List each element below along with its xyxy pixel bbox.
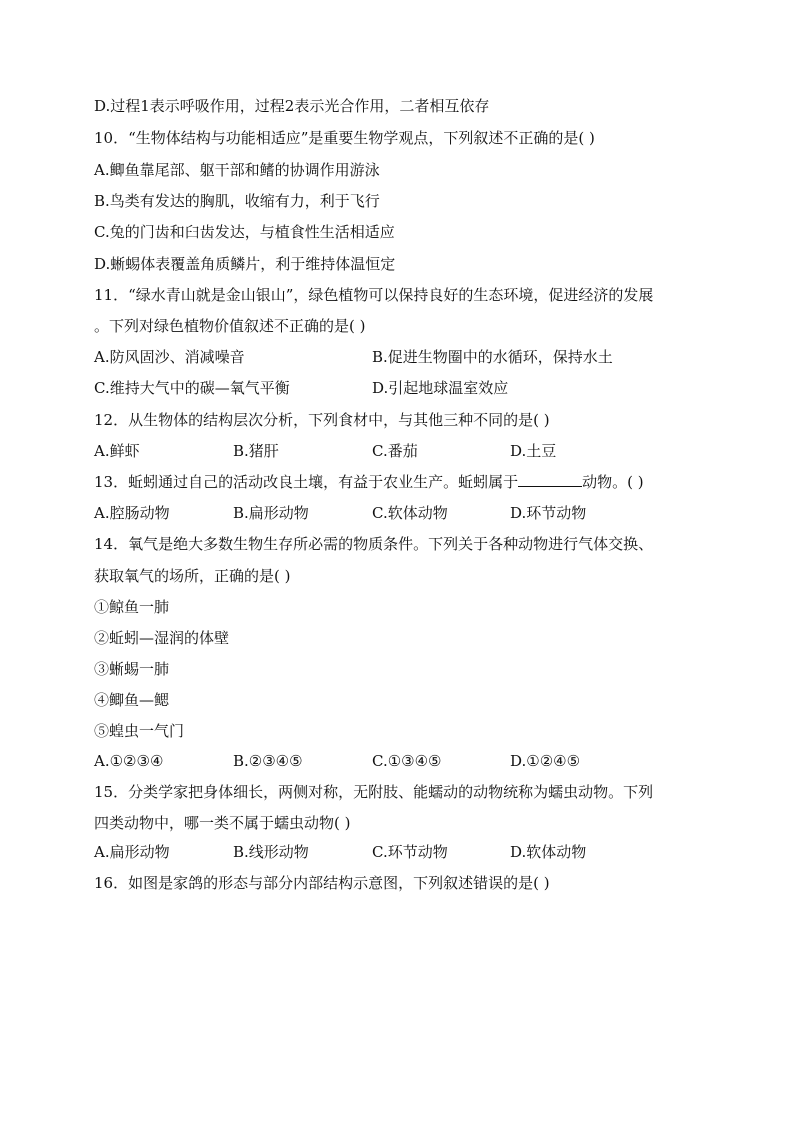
question-14-stem-cont: 获取氧气的场所，正确的是( ): [94, 567, 291, 585]
q12-option-a: A.鲜虾: [94, 442, 140, 460]
q12-option-c: C.番茄: [372, 442, 418, 460]
q11-option-a: A.防风固沙、消减噪音: [94, 348, 245, 366]
question-16-stem: 16．如图是家鸽的形态与部分内部结构示意图，下列叙述错误的是( ): [94, 874, 550, 892]
q9-option-d: D.过程1表示呼吸作用，过程2表示光合作用，二者相互依存: [94, 97, 490, 115]
q14-option-c: C.①③④⑤: [372, 752, 442, 770]
answer-blank: [518, 472, 582, 487]
q12-option-d: D.土豆: [510, 442, 557, 460]
q12-option-b: B.猪肝: [233, 442, 279, 460]
question-10-stem: 10．“生物体结构与功能相适应”是重要生物学观点，下列叙述不正确的是( ): [94, 129, 595, 147]
q15-option-a: A.扁形动物: [94, 843, 170, 861]
q14-option-b: B.②③④⑤: [233, 752, 303, 770]
question-13-stem: [94, 472, 644, 492]
q14-item-5: ⑤蝗虫一气门: [94, 722, 185, 740]
q15-option-b: B.线形动物: [233, 843, 309, 861]
q11-option-c: C.维持大气中的碳—氧气平衡: [94, 379, 290, 397]
question-14-stem: 14．氧气是绝大多数生物生存所必需的物质条件。下列关于各种动物进行气体交换、: [94, 535, 654, 553]
q11-option-b: B.促进生物圈中的水循环，保持水土: [372, 348, 613, 366]
q14-item-1: ①鲸鱼一肺: [94, 598, 170, 616]
q13-stem-after-blank: 动物。( ): [582, 473, 644, 491]
question-11-stem: 11．“绿水青山就是金山银山”，绿色植物可以保持良好的生态环境，促进经济的发展: [94, 286, 654, 304]
q10-option-c: C.兔的门齿和臼齿发达，与植食性生活相适应: [94, 223, 395, 241]
question-15-stem-cont: 四类动物中，哪一类不属于蠕虫动物( ): [94, 814, 351, 832]
q10-option-d: D.蜥蜴体表覆盖角质鳞片，利于维持体温恒定: [94, 255, 396, 273]
question-11-stem-cont: 。下列对绿色植物价值叙述不正确的是( ): [94, 317, 366, 335]
q14-item-3: ③蜥蜴一肺: [94, 660, 170, 678]
q15-option-c: C.环节动物: [372, 843, 448, 861]
q14-item-4: ④鲫鱼—鳃: [94, 691, 170, 709]
question-12-stem: 12．从生物体的结构层次分析，下列食材中，与其他三种不同的是( ): [94, 411, 550, 429]
question-15-stem: 15．分类学家把身体细长，两侧对称，无附肢、能蠕动的动物统称为蠕虫动物。下列: [94, 783, 654, 801]
q14-option-a: A.①②③④: [94, 752, 164, 770]
q13-option-c: C.软体动物: [372, 504, 448, 522]
q11-option-d: D.引起地球温室效应: [372, 379, 509, 397]
q14-option-d: D.①②④⑤: [510, 752, 581, 770]
q13-option-b: B.扁形动物: [233, 504, 309, 522]
q15-option-d: D.软体动物: [510, 843, 587, 861]
q13-option-d: D.环节动物: [510, 504, 587, 522]
q13-stem-before-blank: 13．蚯蚓通过自己的活动改良土壤，有益于农业生产。蚯蚓属于: [94, 473, 519, 491]
q14-item-2: ②蚯蚓—湿润的体壁: [94, 629, 230, 647]
q10-option-a: A.鲫鱼靠尾部、躯干部和鳍的协调作用游泳: [94, 161, 380, 179]
q13-option-a: A.腔肠动物: [94, 504, 170, 522]
q10-option-b: B.鸟类有发达的胸肌，收缩有力，利于飞行: [94, 192, 380, 210]
